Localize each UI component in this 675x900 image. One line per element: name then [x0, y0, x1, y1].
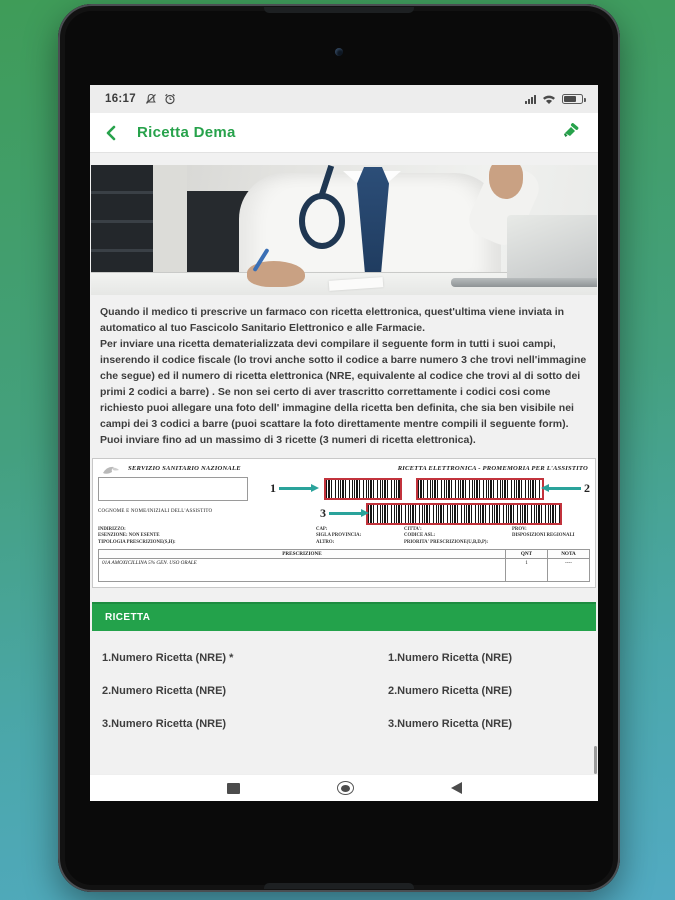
field-label-nre-2-left[interactable]: 2.Numero Ricetta (NRE): [102, 684, 227, 697]
field-tipologia: TIPOLOGIA PRESCRIZIONE(S,H):: [98, 539, 176, 545]
drug-nota: ----: [547, 559, 589, 581]
cognome-label: COGNOME E NOME/INIZIALI DELL'ASSISTITO: [98, 508, 213, 514]
barcode-3: [366, 503, 562, 525]
form-row-3: [91, 718, 597, 730]
laptop-screen: [507, 215, 597, 279]
prescription-table: [98, 549, 590, 582]
back-chevron-icon: [105, 124, 117, 142]
tablet-frame: [58, 4, 620, 892]
field-label-nre-1-left[interactable]: 1.Numero Ricetta (NRE) *: [102, 651, 234, 664]
intro-text: [100, 305, 588, 449]
section-title: RICETTA: [105, 611, 151, 623]
field-label-nre-3-right[interactable]: 3.Numero Ricetta (NRE): [388, 717, 513, 730]
home-icon: [341, 785, 350, 792]
field-label-nre-2-right[interactable]: 2.Numero Ricetta (NRE): [388, 684, 513, 697]
drug-qnt: 1: [505, 559, 547, 581]
field-esenzione: ESENZIONE: NON ESENTE: [98, 533, 160, 539]
barcode-1: [324, 478, 402, 500]
form-row-2: [91, 685, 597, 697]
barcode3-number: 3: [320, 506, 326, 521]
section-header-ricetta: [92, 602, 596, 631]
arrow-right-icon: [329, 512, 363, 515]
field-codice-asl: CODICE ASL:: [404, 533, 436, 539]
ricetta-elettronica-title: RICETTA ELETTRONICA - PROMEMORIA PER L'ASSISTITO: [397, 464, 588, 472]
battery-icon: [562, 94, 583, 104]
brush-clean-icon: [563, 121, 583, 139]
front-camera: [335, 48, 343, 56]
vibrate-mute-icon: [145, 93, 157, 105]
field-cap: CAP:: [316, 526, 328, 532]
wifi-icon: [542, 94, 556, 105]
scroll-content[interactable]: [90, 153, 598, 774]
col-prescrizione: PRESCRIZIONE: [282, 550, 322, 557]
arrow-right-icon: [279, 487, 313, 490]
nav-back-button[interactable]: [451, 782, 462, 794]
field-disposizioni: DISPOSIZIONI REGIONALI: [512, 533, 575, 539]
field-label-nre-3-left[interactable]: 3.Numero Ricetta (NRE): [102, 717, 227, 730]
laptop-base: [451, 278, 597, 287]
status-bar: [90, 85, 598, 113]
speaker-slot: [264, 7, 414, 13]
bottom-port: [264, 883, 414, 889]
field-prov: PROV:: [512, 526, 527, 532]
col-qnt: QNT: [505, 550, 547, 558]
intro-paragraph-2: Per inviare una ricetta dematerializzata devi compilare il seguente form in tutti i suoi campi, inserendo il codice fiscale (lo trovi anche sotto il codice a barre numero 3 che trovi nell'immagine che segue) ed il numero di ricetta elettronica (NRE, equivalente al codice che trovi al di sotto dei primi 2 codici a barre) . Se non sei certo di aver trascritto correttamente i codici cosi come richiesto puoi allegare una foto dell' immagine della ricetta ben definita, che sia ben visibile nei campi dei 3 codici a barre (puoi scattare la foto direttamente mentre compili il seguente form).: [100, 337, 587, 430]
barcode-2: [416, 478, 544, 500]
intro-paragraph-3: Puoi inviare fino ad un massimo di 3 ricette (3 numeri di ricetta elettronica).: [100, 433, 476, 446]
field-priorita: PRIORITA' PRESCRIZIONE(U,B,D,P):: [404, 539, 489, 545]
form-row-1: [91, 652, 597, 664]
prescription-sample-image: [92, 458, 596, 588]
recents-button[interactable]: [227, 783, 240, 794]
scrollbar-thumb[interactable]: [594, 746, 597, 774]
app-screen: [90, 85, 598, 801]
field-label-nre-1-right[interactable]: 1.Numero Ricetta (NRE): [388, 651, 513, 664]
home-button[interactable]: [337, 781, 354, 795]
doctor-photo: [91, 165, 597, 295]
prescription-fields: [98, 527, 590, 546]
barcode1-number: 1: [270, 481, 276, 496]
clear-form-button[interactable]: [563, 121, 583, 144]
arrow-left-icon: [547, 487, 581, 490]
clock-text: 16:17: [105, 93, 136, 105]
field-citta: CITTA':: [404, 526, 422, 532]
field-altro: ALTRO:: [316, 539, 335, 545]
intro-paragraph-1: Quando il medico ti prescrive un farmaco con ricetta elettronica, quest'ultima viene inviata in automatico al tuo Fascicolo Sanitario Elettronico e alle Farmacie.: [100, 306, 565, 334]
alarm-icon: [164, 93, 176, 105]
field-indirizzo: INDIRIZZO:: [98, 526, 126, 532]
dove-logo-icon: [101, 464, 121, 478]
col-nota: NOTA: [547, 550, 589, 558]
field-sigla-provincia: SIGLA PROVINCIA:: [316, 533, 362, 539]
page-title: Ricetta Dema: [137, 124, 236, 141]
android-nav-bar: [90, 774, 598, 801]
stethoscope-icon: [299, 193, 345, 249]
patient-name-box: [98, 477, 248, 501]
ssn-title: SERVIZIO SANITARIO NAZIONALE: [128, 464, 241, 472]
app-header: [90, 113, 598, 153]
barcode2-number: 2: [584, 481, 590, 496]
back-button[interactable]: [105, 124, 117, 142]
drug-name: 01A AMOXICILLINA 5% GEN. USO ORALE: [102, 559, 197, 566]
signal-icon: [525, 95, 536, 104]
